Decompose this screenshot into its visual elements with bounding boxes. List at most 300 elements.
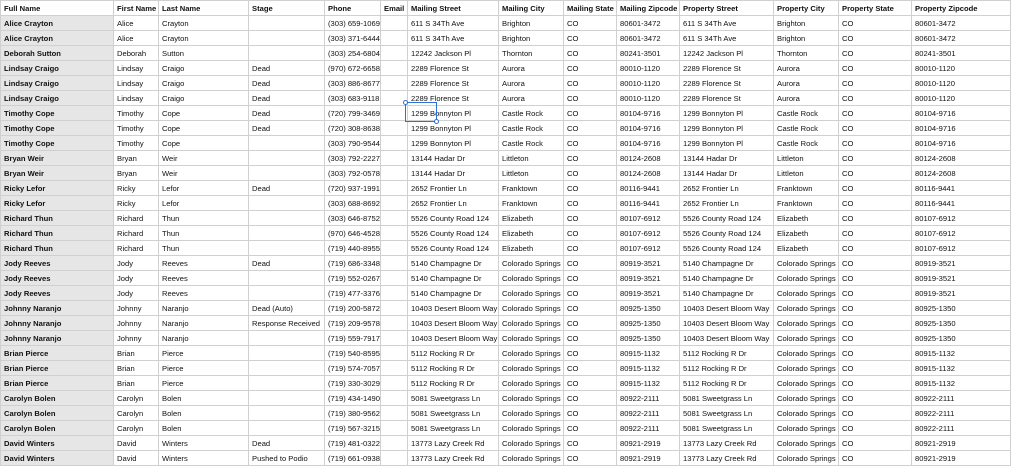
table-cell[interactable]: David Winters	[1, 436, 114, 451]
table-cell[interactable]: 5526 County Road 124	[680, 226, 774, 241]
table-cell[interactable]: 80915-1132	[617, 361, 680, 376]
table-cell[interactable]: David Winters	[1, 451, 114, 466]
table-cell[interactable]: Winters	[159, 451, 249, 466]
table-cell[interactable]: Colorado Springs	[774, 331, 839, 346]
table-cell[interactable]	[381, 16, 408, 31]
table-cell[interactable]: 80915-1132	[617, 346, 680, 361]
table-cell[interactable]: 12242 Jackson Pl	[408, 46, 499, 61]
table-cell[interactable]: Thornton	[499, 46, 564, 61]
table-cell[interactable]: (719) 440-8955	[325, 241, 381, 256]
table-cell[interactable]: Dead	[249, 256, 325, 271]
table-cell[interactable]: CO	[839, 31, 912, 46]
table-cell[interactable]: 13144 Hadar Dr	[408, 151, 499, 166]
table-cell[interactable]	[381, 91, 408, 106]
table-cell[interactable]: 80601-3472	[912, 16, 1011, 31]
table-cell[interactable]: Johnny	[114, 331, 159, 346]
table-cell[interactable]: (719) 574-7057	[325, 361, 381, 376]
table-cell[interactable]: CO	[564, 121, 617, 136]
table-cell[interactable]: 80915-1132	[617, 376, 680, 391]
table-cell[interactable]: Littleton	[499, 166, 564, 181]
table-cell[interactable]: Craigo	[159, 76, 249, 91]
table-cell[interactable]: Bolen	[159, 391, 249, 406]
table-cell[interactable]: (303) 792-0578	[325, 166, 381, 181]
table-cell[interactable]: 5112 Rocking R Dr	[680, 361, 774, 376]
table-cell[interactable]	[249, 46, 325, 61]
column-header[interactable]: Property Zipcode	[912, 1, 1011, 16]
table-cell[interactable]: David	[114, 451, 159, 466]
table-cell[interactable]: Brighton	[499, 16, 564, 31]
table-cell[interactable]: Colorado Springs	[774, 271, 839, 286]
table-cell[interactable]: Thornton	[774, 46, 839, 61]
table-cell[interactable]: 10403 Desert Bloom Way	[680, 331, 774, 346]
table-cell[interactable]: Dead	[249, 76, 325, 91]
table-cell[interactable]: David	[114, 436, 159, 451]
table-cell[interactable]: Colorado Springs	[774, 346, 839, 361]
table-cell[interactable]: CO	[839, 121, 912, 136]
table-cell[interactable]: CO	[564, 181, 617, 196]
table-cell[interactable]: 5081 Sweetgrass Ln	[408, 421, 499, 436]
table-cell[interactable]: CO	[839, 46, 912, 61]
table-cell[interactable]: (720) 308-8638	[325, 121, 381, 136]
table-cell[interactable]: Ricky Lefor	[1, 181, 114, 196]
table-cell[interactable]: Cope	[159, 136, 249, 151]
column-header[interactable]: Stage	[249, 1, 325, 16]
table-cell[interactable]: 5081 Sweetgrass Ln	[408, 406, 499, 421]
table-cell[interactable]: CO	[839, 361, 912, 376]
table-cell[interactable]: 80116-9441	[912, 196, 1011, 211]
table-cell[interactable]: Colorado Springs	[774, 451, 839, 466]
table-cell[interactable]: CO	[839, 151, 912, 166]
table-cell[interactable]: Colorado Springs	[499, 451, 564, 466]
table-cell[interactable]	[381, 31, 408, 46]
table-cell[interactable]: 80010-1120	[912, 61, 1011, 76]
table-cell[interactable]: (719) 380-9562	[325, 406, 381, 421]
table-cell[interactable]	[381, 406, 408, 421]
table-cell[interactable]: CO	[564, 436, 617, 451]
table-cell[interactable]: Colorado Springs	[499, 271, 564, 286]
table-cell[interactable]: CO	[564, 391, 617, 406]
table-cell[interactable]: Dead (Auto)	[249, 301, 325, 316]
table-cell[interactable]: Bryan Weir	[1, 166, 114, 181]
table-cell[interactable]: Dead	[249, 181, 325, 196]
table-cell[interactable]: 2652 Frontier Ln	[408, 196, 499, 211]
table-cell[interactable]	[381, 46, 408, 61]
table-cell[interactable]: CO	[564, 301, 617, 316]
table-cell[interactable]: (303) 886-8677	[325, 76, 381, 91]
table-cell[interactable]: CO	[839, 16, 912, 31]
table-cell[interactable]: CO	[564, 406, 617, 421]
table-cell[interactable]: CO	[839, 301, 912, 316]
table-cell[interactable]: Lindsay Craigo	[1, 61, 114, 76]
table-cell[interactable]: 5526 County Road 124	[680, 211, 774, 226]
table-cell[interactable]: 5140 Champagne Dr	[680, 271, 774, 286]
table-cell[interactable]: CO	[564, 136, 617, 151]
table-cell[interactable]: CO	[564, 256, 617, 271]
table-cell[interactable]: 80107-6912	[617, 211, 680, 226]
table-cell[interactable]: Franktown	[499, 196, 564, 211]
table-cell[interactable]	[381, 436, 408, 451]
table-cell[interactable]: 80915-1132	[912, 361, 1011, 376]
table-cell[interactable]: CO	[564, 316, 617, 331]
table-cell[interactable]: Richard	[114, 241, 159, 256]
table-cell[interactable]: CO	[564, 271, 617, 286]
table-cell[interactable]: 80919-3521	[617, 271, 680, 286]
table-cell[interactable]: Alice	[114, 16, 159, 31]
table-cell[interactable]: Franktown	[499, 181, 564, 196]
table-cell[interactable]	[249, 136, 325, 151]
table-cell[interactable]	[249, 151, 325, 166]
table-cell[interactable]: Timothy	[114, 136, 159, 151]
table-cell[interactable]: Colorado Springs	[499, 256, 564, 271]
table-cell[interactable]: 80921-2919	[912, 451, 1011, 466]
table-cell[interactable]: CO	[564, 331, 617, 346]
table-cell[interactable]: 611 S 34Th Ave	[680, 16, 774, 31]
table-cell[interactable]: Dead	[249, 106, 325, 121]
table-cell[interactable]: 5081 Sweetgrass Ln	[408, 391, 499, 406]
table-cell[interactable]: Reeves	[159, 256, 249, 271]
table-cell[interactable]: CO	[564, 16, 617, 31]
table-cell[interactable]: Colorado Springs	[499, 361, 564, 376]
table-cell[interactable]	[249, 331, 325, 346]
table-cell[interactable]: 80104-9716	[617, 106, 680, 121]
table-cell[interactable]: CO	[839, 136, 912, 151]
table-cell[interactable]: Sutton	[159, 46, 249, 61]
table-cell[interactable]: 5526 County Road 124	[680, 241, 774, 256]
table-cell[interactable]: CO	[564, 361, 617, 376]
table-cell[interactable]: Colorado Springs	[774, 286, 839, 301]
table-cell[interactable]: Winters	[159, 436, 249, 451]
table-cell[interactable]	[381, 166, 408, 181]
table-cell[interactable]: CO	[564, 211, 617, 226]
table-cell[interactable]: (719) 434-1490	[325, 391, 381, 406]
table-cell[interactable]: 2652 Frontier Ln	[408, 181, 499, 196]
table-cell[interactable]	[381, 256, 408, 271]
column-header[interactable]: First Name	[114, 1, 159, 16]
table-cell[interactable]: Colorado Springs	[499, 436, 564, 451]
table-cell[interactable]: Colorado Springs	[774, 391, 839, 406]
table-cell[interactable]: 2289 Florence St	[408, 76, 499, 91]
table-cell[interactable]: Brian Pierce	[1, 361, 114, 376]
table-cell[interactable]: Dead	[249, 436, 325, 451]
table-cell[interactable]: 1299 Bonnyton Pl	[680, 121, 774, 136]
table-cell[interactable]: 80919-3521	[912, 256, 1011, 271]
table-cell[interactable]: 80104-9716	[912, 106, 1011, 121]
table-cell[interactable]: Bryan	[114, 151, 159, 166]
table-cell[interactable]: Brighton	[774, 16, 839, 31]
table-cell[interactable]	[381, 361, 408, 376]
table-cell[interactable]	[249, 391, 325, 406]
table-cell[interactable]: Elizabeth	[499, 241, 564, 256]
table-cell[interactable]: Richard	[114, 211, 159, 226]
table-cell[interactable]: (719) 209-9578	[325, 316, 381, 331]
table-cell[interactable]: Weir	[159, 166, 249, 181]
table-cell[interactable]: Reeves	[159, 271, 249, 286]
table-cell[interactable]: 80010-1120	[617, 91, 680, 106]
table-cell[interactable]: Johnny Naranjo	[1, 316, 114, 331]
table-cell[interactable]: 80107-6912	[912, 211, 1011, 226]
table-cell[interactable]: CO	[564, 46, 617, 61]
table-cell[interactable]: 10403 Desert Bloom Way	[408, 316, 499, 331]
table-cell[interactable]: Response Received	[249, 316, 325, 331]
table-cell[interactable]: Lindsay	[114, 91, 159, 106]
table-cell[interactable]: Dead	[249, 61, 325, 76]
table-cell[interactable]: Timothy Cope	[1, 121, 114, 136]
table-cell[interactable]: 10403 Desert Bloom Way	[408, 331, 499, 346]
table-cell[interactable]	[381, 121, 408, 136]
table-cell[interactable]: 80104-9716	[617, 121, 680, 136]
table-cell[interactable]: 80925-1350	[617, 316, 680, 331]
table-cell[interactable]: 13773 Lazy Creek Rd	[680, 436, 774, 451]
table-cell[interactable]: 80107-6912	[617, 241, 680, 256]
table-cell[interactable]: Aurora	[774, 61, 839, 76]
table-cell[interactable]: Timothy	[114, 121, 159, 136]
table-cell[interactable]: 13144 Hadar Dr	[680, 151, 774, 166]
table-cell[interactable]	[249, 406, 325, 421]
table-cell[interactable]: (719) 552-0267	[325, 271, 381, 286]
table-cell[interactable]: Johnny Naranjo	[1, 301, 114, 316]
table-cell[interactable]: 1299 Bonnyton Pl	[408, 121, 499, 136]
table-cell[interactable]: 5140 Champagne Dr	[408, 271, 499, 286]
table-cell[interactable]: (719) 540-8595	[325, 346, 381, 361]
table-cell[interactable]: 80922-2111	[617, 391, 680, 406]
table-cell[interactable]: Colorado Springs	[774, 256, 839, 271]
table-cell[interactable]: Lindsay	[114, 61, 159, 76]
table-cell[interactable]: Ricky	[114, 196, 159, 211]
table-cell[interactable]: (970) 672-6658	[325, 61, 381, 76]
table-cell[interactable]: (720) 799-3469	[325, 106, 381, 121]
table-cell[interactable]	[381, 196, 408, 211]
table-cell[interactable]: 80915-1132	[912, 346, 1011, 361]
table-cell[interactable]	[381, 391, 408, 406]
table-cell[interactable]: 10403 Desert Bloom Way	[408, 301, 499, 316]
table-cell[interactable]: Colorado Springs	[499, 376, 564, 391]
table-cell[interactable]: Jody	[114, 256, 159, 271]
table-cell[interactable]: Naranjo	[159, 331, 249, 346]
table-cell[interactable]: Timothy Cope	[1, 106, 114, 121]
table-cell[interactable]: Bolen	[159, 406, 249, 421]
table-cell[interactable]: 5081 Sweetgrass Ln	[680, 421, 774, 436]
table-cell[interactable]: Colorado Springs	[774, 316, 839, 331]
table-cell[interactable]: Richard	[114, 226, 159, 241]
table-cell[interactable]: Ricky	[114, 181, 159, 196]
column-header[interactable]: Phone	[325, 1, 381, 16]
table-cell[interactable]: Deborah	[114, 46, 159, 61]
table-cell[interactable]: 80601-3472	[617, 16, 680, 31]
table-cell[interactable]: Aurora	[499, 91, 564, 106]
table-cell[interactable]: Lindsay Craigo	[1, 76, 114, 91]
table-cell[interactable]: Colorado Springs	[499, 421, 564, 436]
table-cell[interactable]: Colorado Springs	[499, 406, 564, 421]
table-cell[interactable]: CO	[839, 181, 912, 196]
table-cell[interactable]: Craigo	[159, 61, 249, 76]
table-cell[interactable]: Castle Rock	[499, 106, 564, 121]
table-cell[interactable]: 80010-1120	[912, 76, 1011, 91]
column-header[interactable]: Last Name	[159, 1, 249, 16]
table-cell[interactable]: Cope	[159, 121, 249, 136]
table-cell[interactable]: CO	[564, 286, 617, 301]
table-cell[interactable]: Thun	[159, 211, 249, 226]
table-cell[interactable]: Brian Pierce	[1, 346, 114, 361]
table-cell[interactable]: Elizabeth	[499, 211, 564, 226]
table-cell[interactable]: (719) 477-3376	[325, 286, 381, 301]
table-cell[interactable]: CO	[564, 376, 617, 391]
table-cell[interactable]: 2652 Frontier Ln	[680, 196, 774, 211]
table-cell[interactable]: Deborah Sutton	[1, 46, 114, 61]
table-cell[interactable]: Colorado Springs	[499, 286, 564, 301]
table-cell[interactable]: Brian	[114, 361, 159, 376]
table-cell[interactable]	[381, 226, 408, 241]
table-cell[interactable]: Lindsay	[114, 76, 159, 91]
column-header[interactable]: Property City	[774, 1, 839, 16]
column-header[interactable]: Mailing Zipcode	[617, 1, 680, 16]
table-cell[interactable]: CO	[839, 271, 912, 286]
table-cell[interactable]: Thun	[159, 241, 249, 256]
table-cell[interactable]: (719) 661-0938	[325, 451, 381, 466]
table-cell[interactable]: Aurora	[774, 91, 839, 106]
table-cell[interactable]: Colorado Springs	[774, 301, 839, 316]
table-cell[interactable]: 13144 Hadar Dr	[408, 166, 499, 181]
table-cell[interactable]: Jody	[114, 286, 159, 301]
table-cell[interactable]: Castle Rock	[499, 136, 564, 151]
table-cell[interactable]: Richard Thun	[1, 211, 114, 226]
table-cell[interactable]: Naranjo	[159, 301, 249, 316]
table-cell[interactable]: Johnny	[114, 301, 159, 316]
table-cell[interactable]: Aurora	[774, 76, 839, 91]
table-cell[interactable]: Pierce	[159, 361, 249, 376]
table-cell[interactable]: Thun	[159, 226, 249, 241]
table-cell[interactable]: Littleton	[774, 151, 839, 166]
table-cell[interactable]: CO	[564, 421, 617, 436]
table-cell[interactable]: Richard Thun	[1, 241, 114, 256]
table-cell[interactable]: CO	[564, 151, 617, 166]
table-cell[interactable]: Brighton	[774, 31, 839, 46]
table-cell[interactable]: CO	[564, 226, 617, 241]
table-cell[interactable]: 2289 Florence St	[408, 61, 499, 76]
table-cell[interactable]: Bryan	[114, 166, 159, 181]
table-cell[interactable]: CO	[839, 211, 912, 226]
table-cell[interactable]: (303) 790-9544	[325, 136, 381, 151]
table-cell[interactable]: 5140 Champagne Dr	[680, 286, 774, 301]
table-cell[interactable]: Franktown	[774, 181, 839, 196]
table-cell[interactable]: 80915-1132	[912, 376, 1011, 391]
column-header[interactable]: Mailing State	[564, 1, 617, 16]
table-cell[interactable]: Bryan Weir	[1, 151, 114, 166]
table-cell[interactable]: Elizabeth	[774, 226, 839, 241]
table-cell[interactable]: (719) 330-3029	[325, 376, 381, 391]
table-cell[interactable]	[381, 151, 408, 166]
table-cell[interactable]: 80010-1120	[912, 91, 1011, 106]
table-cell[interactable]: 80922-2111	[912, 406, 1011, 421]
table-cell[interactable]: Johnny Naranjo	[1, 331, 114, 346]
table-cell[interactable]: Crayton	[159, 31, 249, 46]
table-cell[interactable]: 80124-2608	[617, 151, 680, 166]
table-cell[interactable]: Colorado Springs	[774, 436, 839, 451]
table-cell[interactable]: 10403 Desert Bloom Way	[680, 301, 774, 316]
table-cell[interactable]: Dead	[249, 121, 325, 136]
table-cell[interactable]: 80925-1350	[617, 331, 680, 346]
table-cell[interactable]: Castle Rock	[774, 121, 839, 136]
table-cell[interactable]: Lefor	[159, 181, 249, 196]
table-cell[interactable]: 80919-3521	[912, 271, 1011, 286]
table-cell[interactable]: Jody	[114, 271, 159, 286]
table-cell[interactable]	[381, 346, 408, 361]
table-cell[interactable]: CO	[839, 331, 912, 346]
table-cell[interactable]: Carolyn	[114, 391, 159, 406]
table-cell[interactable]	[381, 106, 408, 121]
table-cell[interactable]: 80922-2111	[617, 421, 680, 436]
table-cell[interactable]	[249, 421, 325, 436]
table-cell[interactable]: Jody Reeves	[1, 286, 114, 301]
table-cell[interactable]: CO	[839, 286, 912, 301]
table-cell[interactable]: CO	[839, 406, 912, 421]
table-cell[interactable]: 80116-9441	[617, 181, 680, 196]
table-cell[interactable]: Craigo	[159, 91, 249, 106]
table-cell[interactable]: Reeves	[159, 286, 249, 301]
table-cell[interactable]: 1299 Bonnyton Pl	[408, 136, 499, 151]
table-cell[interactable]	[249, 241, 325, 256]
table-cell[interactable]: (303) 646-8752	[325, 211, 381, 226]
table-cell[interactable]: CO	[839, 196, 912, 211]
table-cell[interactable]	[381, 241, 408, 256]
table-cell[interactable]: Colorado Springs	[499, 331, 564, 346]
table-cell[interactable]: 5112 Rocking R Dr	[680, 376, 774, 391]
table-cell[interactable]: 13773 Lazy Creek Rd	[408, 436, 499, 451]
table-cell[interactable]: 5140 Champagne Dr	[408, 286, 499, 301]
table-cell[interactable]: Franktown	[774, 196, 839, 211]
table-cell[interactable]: Timothy Cope	[1, 136, 114, 151]
table-cell[interactable]: (303) 683-9118	[325, 91, 381, 106]
table-cell[interactable]: 80919-3521	[617, 256, 680, 271]
table-cell[interactable]: CO	[839, 391, 912, 406]
table-cell[interactable]: CO	[839, 61, 912, 76]
table-cell[interactable]: Carolyn Bolen	[1, 421, 114, 436]
column-header[interactable]: Mailing City	[499, 1, 564, 16]
table-cell[interactable]: Brian	[114, 376, 159, 391]
table-cell[interactable]: CO	[839, 226, 912, 241]
table-cell[interactable]: 80107-6912	[617, 226, 680, 241]
table-cell[interactable]: Richard Thun	[1, 226, 114, 241]
table-cell[interactable]: 80919-3521	[912, 286, 1011, 301]
table-cell[interactable]	[249, 361, 325, 376]
table-cell[interactable]: Pierce	[159, 376, 249, 391]
table-cell[interactable]	[249, 31, 325, 46]
table-cell[interactable]: 2289 Florence St	[680, 61, 774, 76]
column-header[interactable]: Property State	[839, 1, 912, 16]
table-cell[interactable]	[249, 286, 325, 301]
table-cell[interactable]: Littleton	[774, 166, 839, 181]
table-cell[interactable]	[381, 181, 408, 196]
table-cell[interactable]	[381, 451, 408, 466]
table-cell[interactable]: CO	[564, 76, 617, 91]
table-cell[interactable]: 12242 Jackson Pl	[680, 46, 774, 61]
table-cell[interactable]	[381, 301, 408, 316]
table-cell[interactable]: Carolyn Bolen	[1, 391, 114, 406]
table-cell[interactable]: Timothy	[114, 106, 159, 121]
table-cell[interactable]: CO	[839, 316, 912, 331]
table-cell[interactable]: CO	[564, 31, 617, 46]
table-cell[interactable]: Brighton	[499, 31, 564, 46]
table-cell[interactable]: 80241-3501	[617, 46, 680, 61]
table-cell[interactable]	[249, 211, 325, 226]
table-cell[interactable]: 5140 Champagne Dr	[680, 256, 774, 271]
table-cell[interactable]: 80010-1120	[617, 76, 680, 91]
table-cell[interactable]: Colorado Springs	[774, 406, 839, 421]
table-cell[interactable]: (720) 937-1991	[325, 181, 381, 196]
table-cell[interactable]: Dead	[249, 91, 325, 106]
table-cell[interactable]: Lindsay Craigo	[1, 91, 114, 106]
table-cell[interactable]: Colorado Springs	[499, 316, 564, 331]
table-cell[interactable]: 80921-2919	[617, 451, 680, 466]
